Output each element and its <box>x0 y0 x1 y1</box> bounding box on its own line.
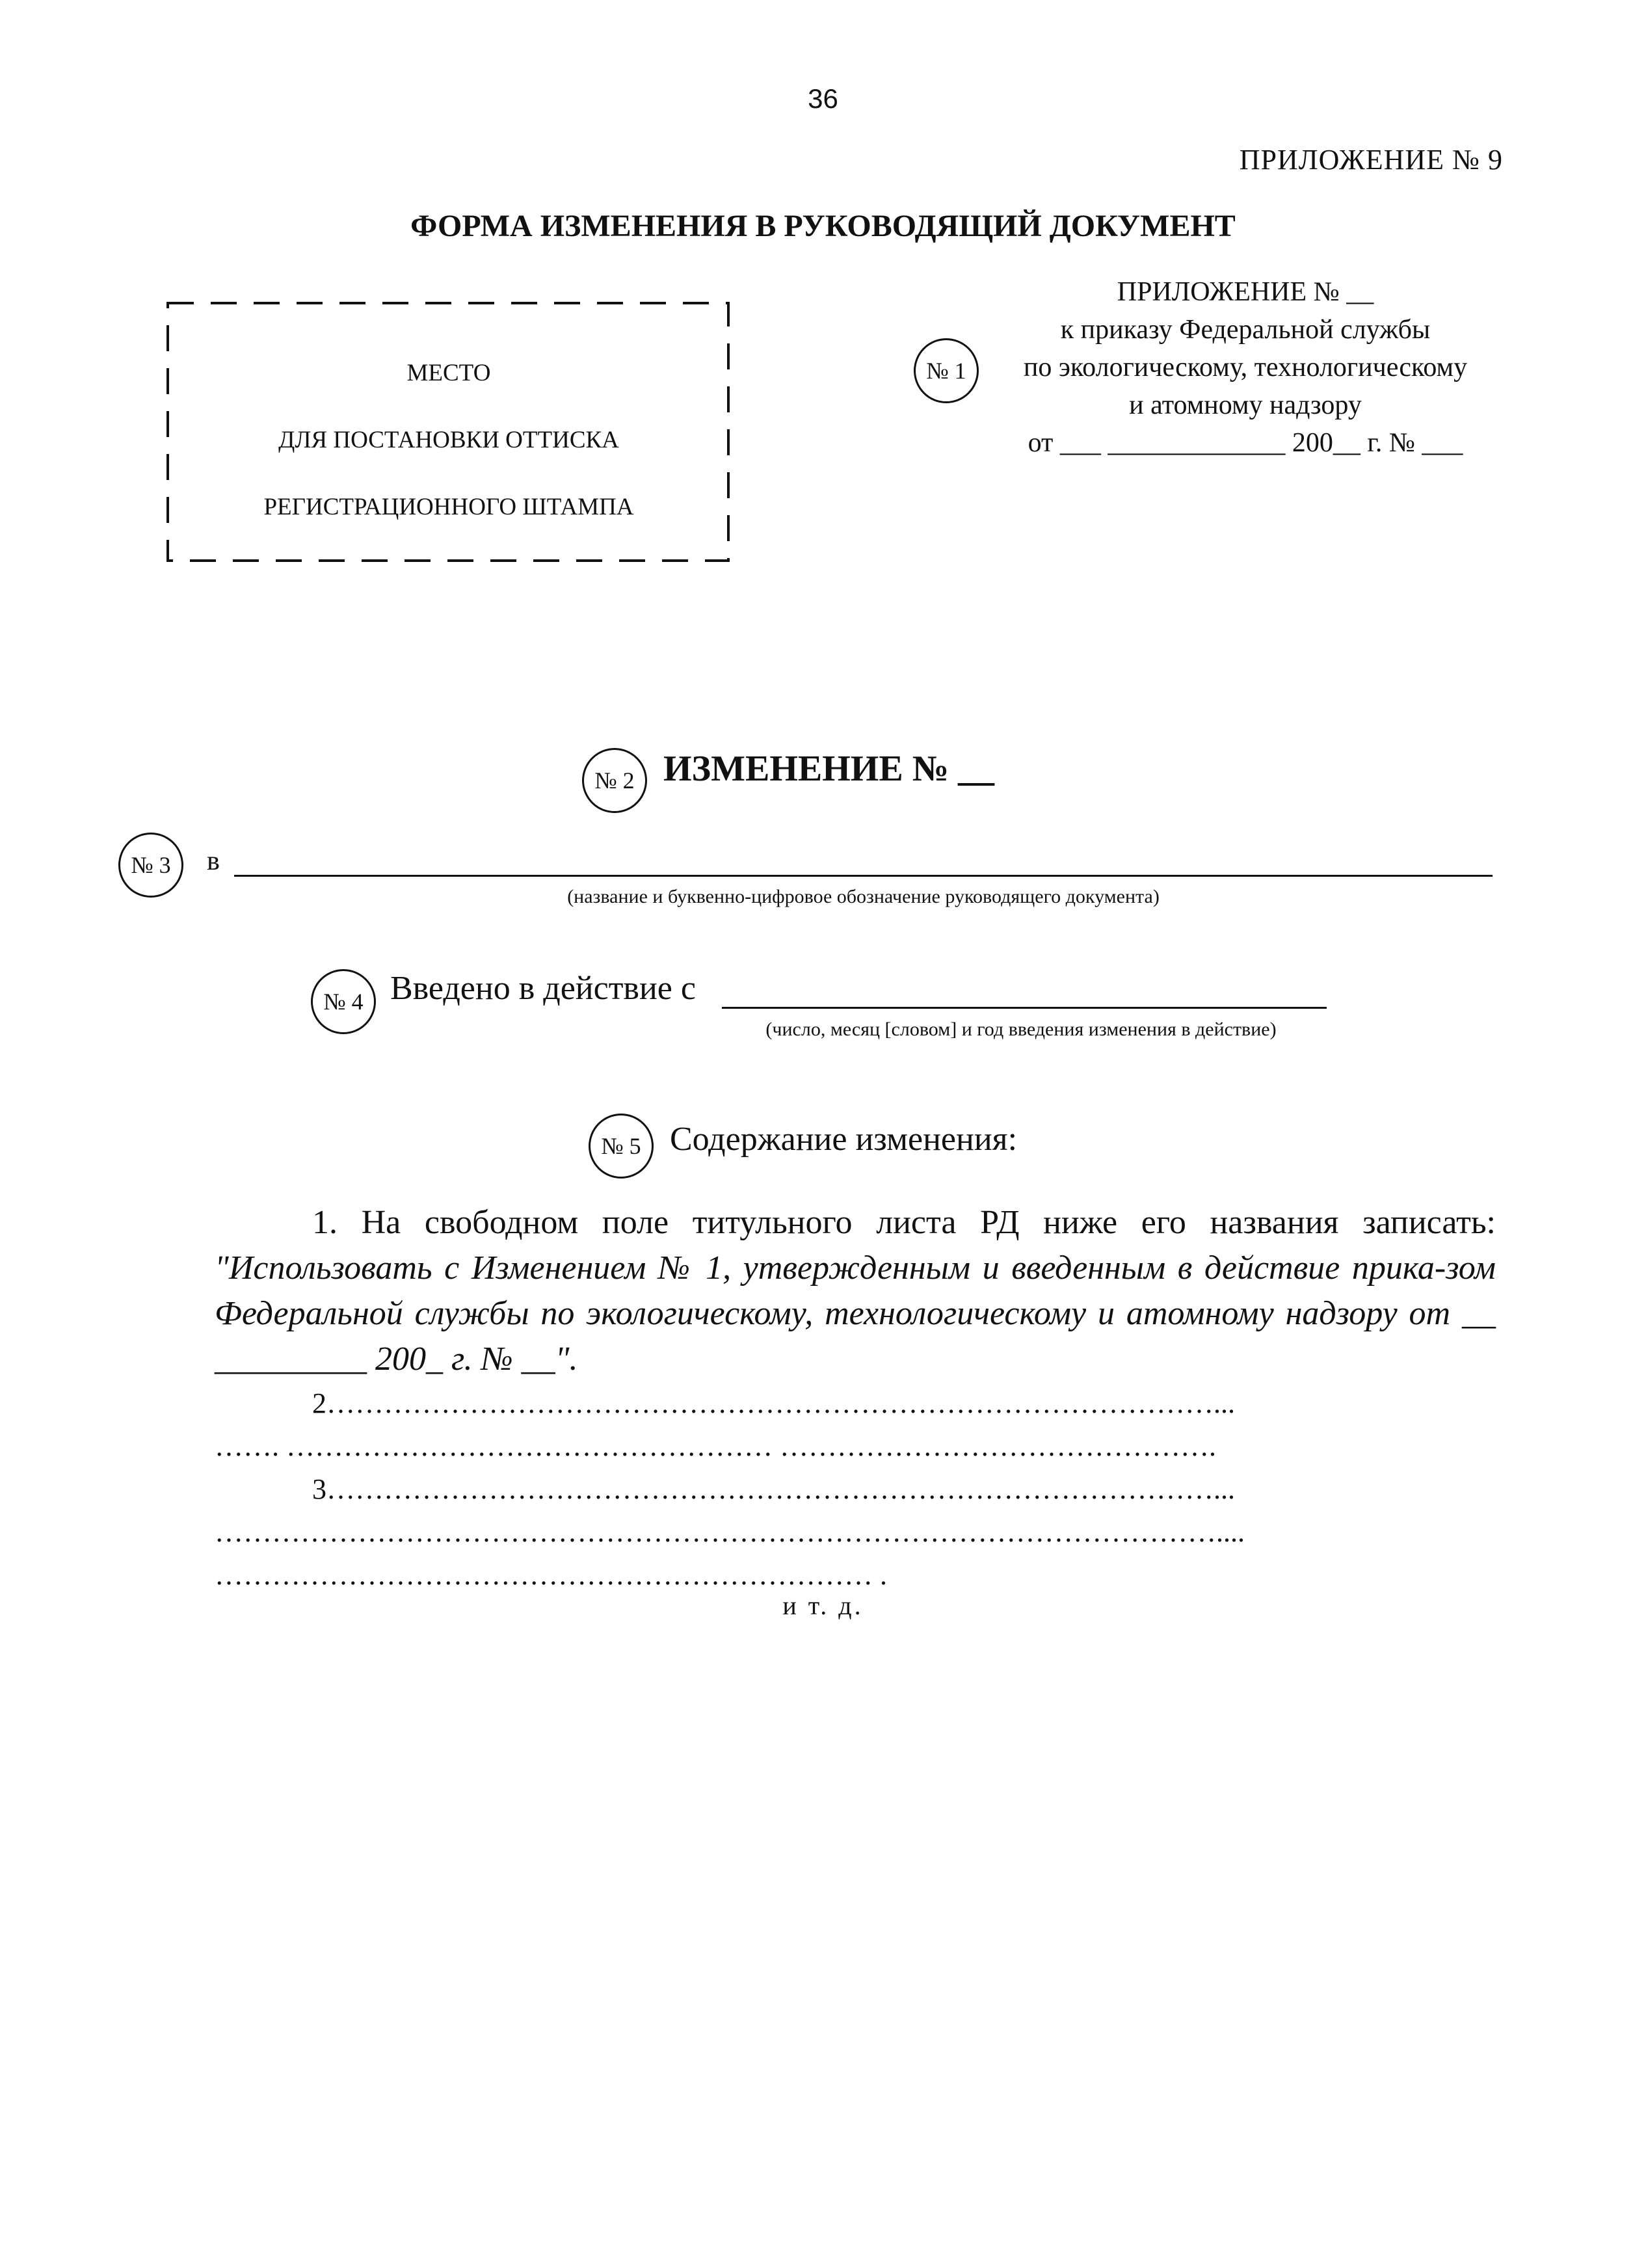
stamp-line-1: МЕСТО <box>406 360 491 386</box>
marker-1: № 1 <box>914 338 979 403</box>
content-label: Содержание изменения: <box>670 1121 1018 1158</box>
document-name-line <box>234 875 1493 877</box>
document-preposition: в <box>207 846 220 876</box>
appendix-label: ПРИЛОЖЕНИЕ № 9 <box>1239 144 1503 176</box>
item-3-line-1: 3…………………………………………………………………………………... <box>312 1473 1235 1505</box>
introduction-date-caption: (число, месяц [словом] и год введения изменения в действие) <box>765 1019 1277 1040</box>
marker-3: № 3 <box>118 833 183 898</box>
item-1 <box>215 1200 1496 1382</box>
item-1-instruction: 1. На свободном поле титульного листа РД ниже его названия записать: <box>312 1204 1496 1241</box>
order-line-3: по экологическому, технологическому <box>1023 353 1468 382</box>
marker-2: № 2 <box>582 748 647 813</box>
item-3-line-2: …………………………………………………………………………………………….... <box>215 1516 1245 1548</box>
order-reference-block <box>976 273 1515 462</box>
marker-4: № 4 <box>311 969 376 1034</box>
order-line-2: к приказу Федеральной службы <box>1060 315 1431 345</box>
item-1-quoted-text: "Использовать с Изменением № 1, утвержденным и введенным в действие прика-зом Федеральной службы по экологическому, технологическому и атомному надзору от __ _________ 200_ г. № __". <box>215 1249 1496 1378</box>
introduced-label: Введено в действие с <box>390 970 696 1007</box>
etc-text: и т. д. <box>782 1591 864 1620</box>
order-date-line: от ___ _____________ 200__ г. № ___ <box>1028 428 1463 458</box>
item-2-line-2: ……. …………………………………………… ………………………………………. <box>215 1430 1216 1462</box>
stamp-line-3: РЕГИСТРАЦИОННОГО ШТАМПА <box>263 494 634 520</box>
form-title: ФОРМА ИЗМЕНЕНИЯ В РУКОВОДЯЩИЙ ДОКУМЕНТ <box>410 209 1236 243</box>
introduction-date-line <box>722 1007 1327 1009</box>
item-2-line-1: 2…………………………………………………………………………………... <box>312 1387 1235 1419</box>
change-title: ИЗМЕНЕНИЕ № __ <box>663 749 994 789</box>
item-3-line-3: …………………………………………………………… . <box>215 1559 887 1591</box>
stamp-line-2: ДЛЯ ПОСТАНОВКИ ОТТИСКА <box>278 427 619 453</box>
page-number: 36 <box>808 83 838 114</box>
registration-stamp-box <box>166 299 732 565</box>
marker-5: № 5 <box>589 1114 654 1179</box>
change-content <box>215 1200 1496 1597</box>
order-appendix-number: ПРИЛОЖЕНИЕ № __ <box>1117 277 1374 307</box>
order-line-4: и атомному надзору <box>1129 390 1362 420</box>
document-name-caption: (название и буквенно-цифровое обозначение руководящего документа) <box>567 886 1160 907</box>
